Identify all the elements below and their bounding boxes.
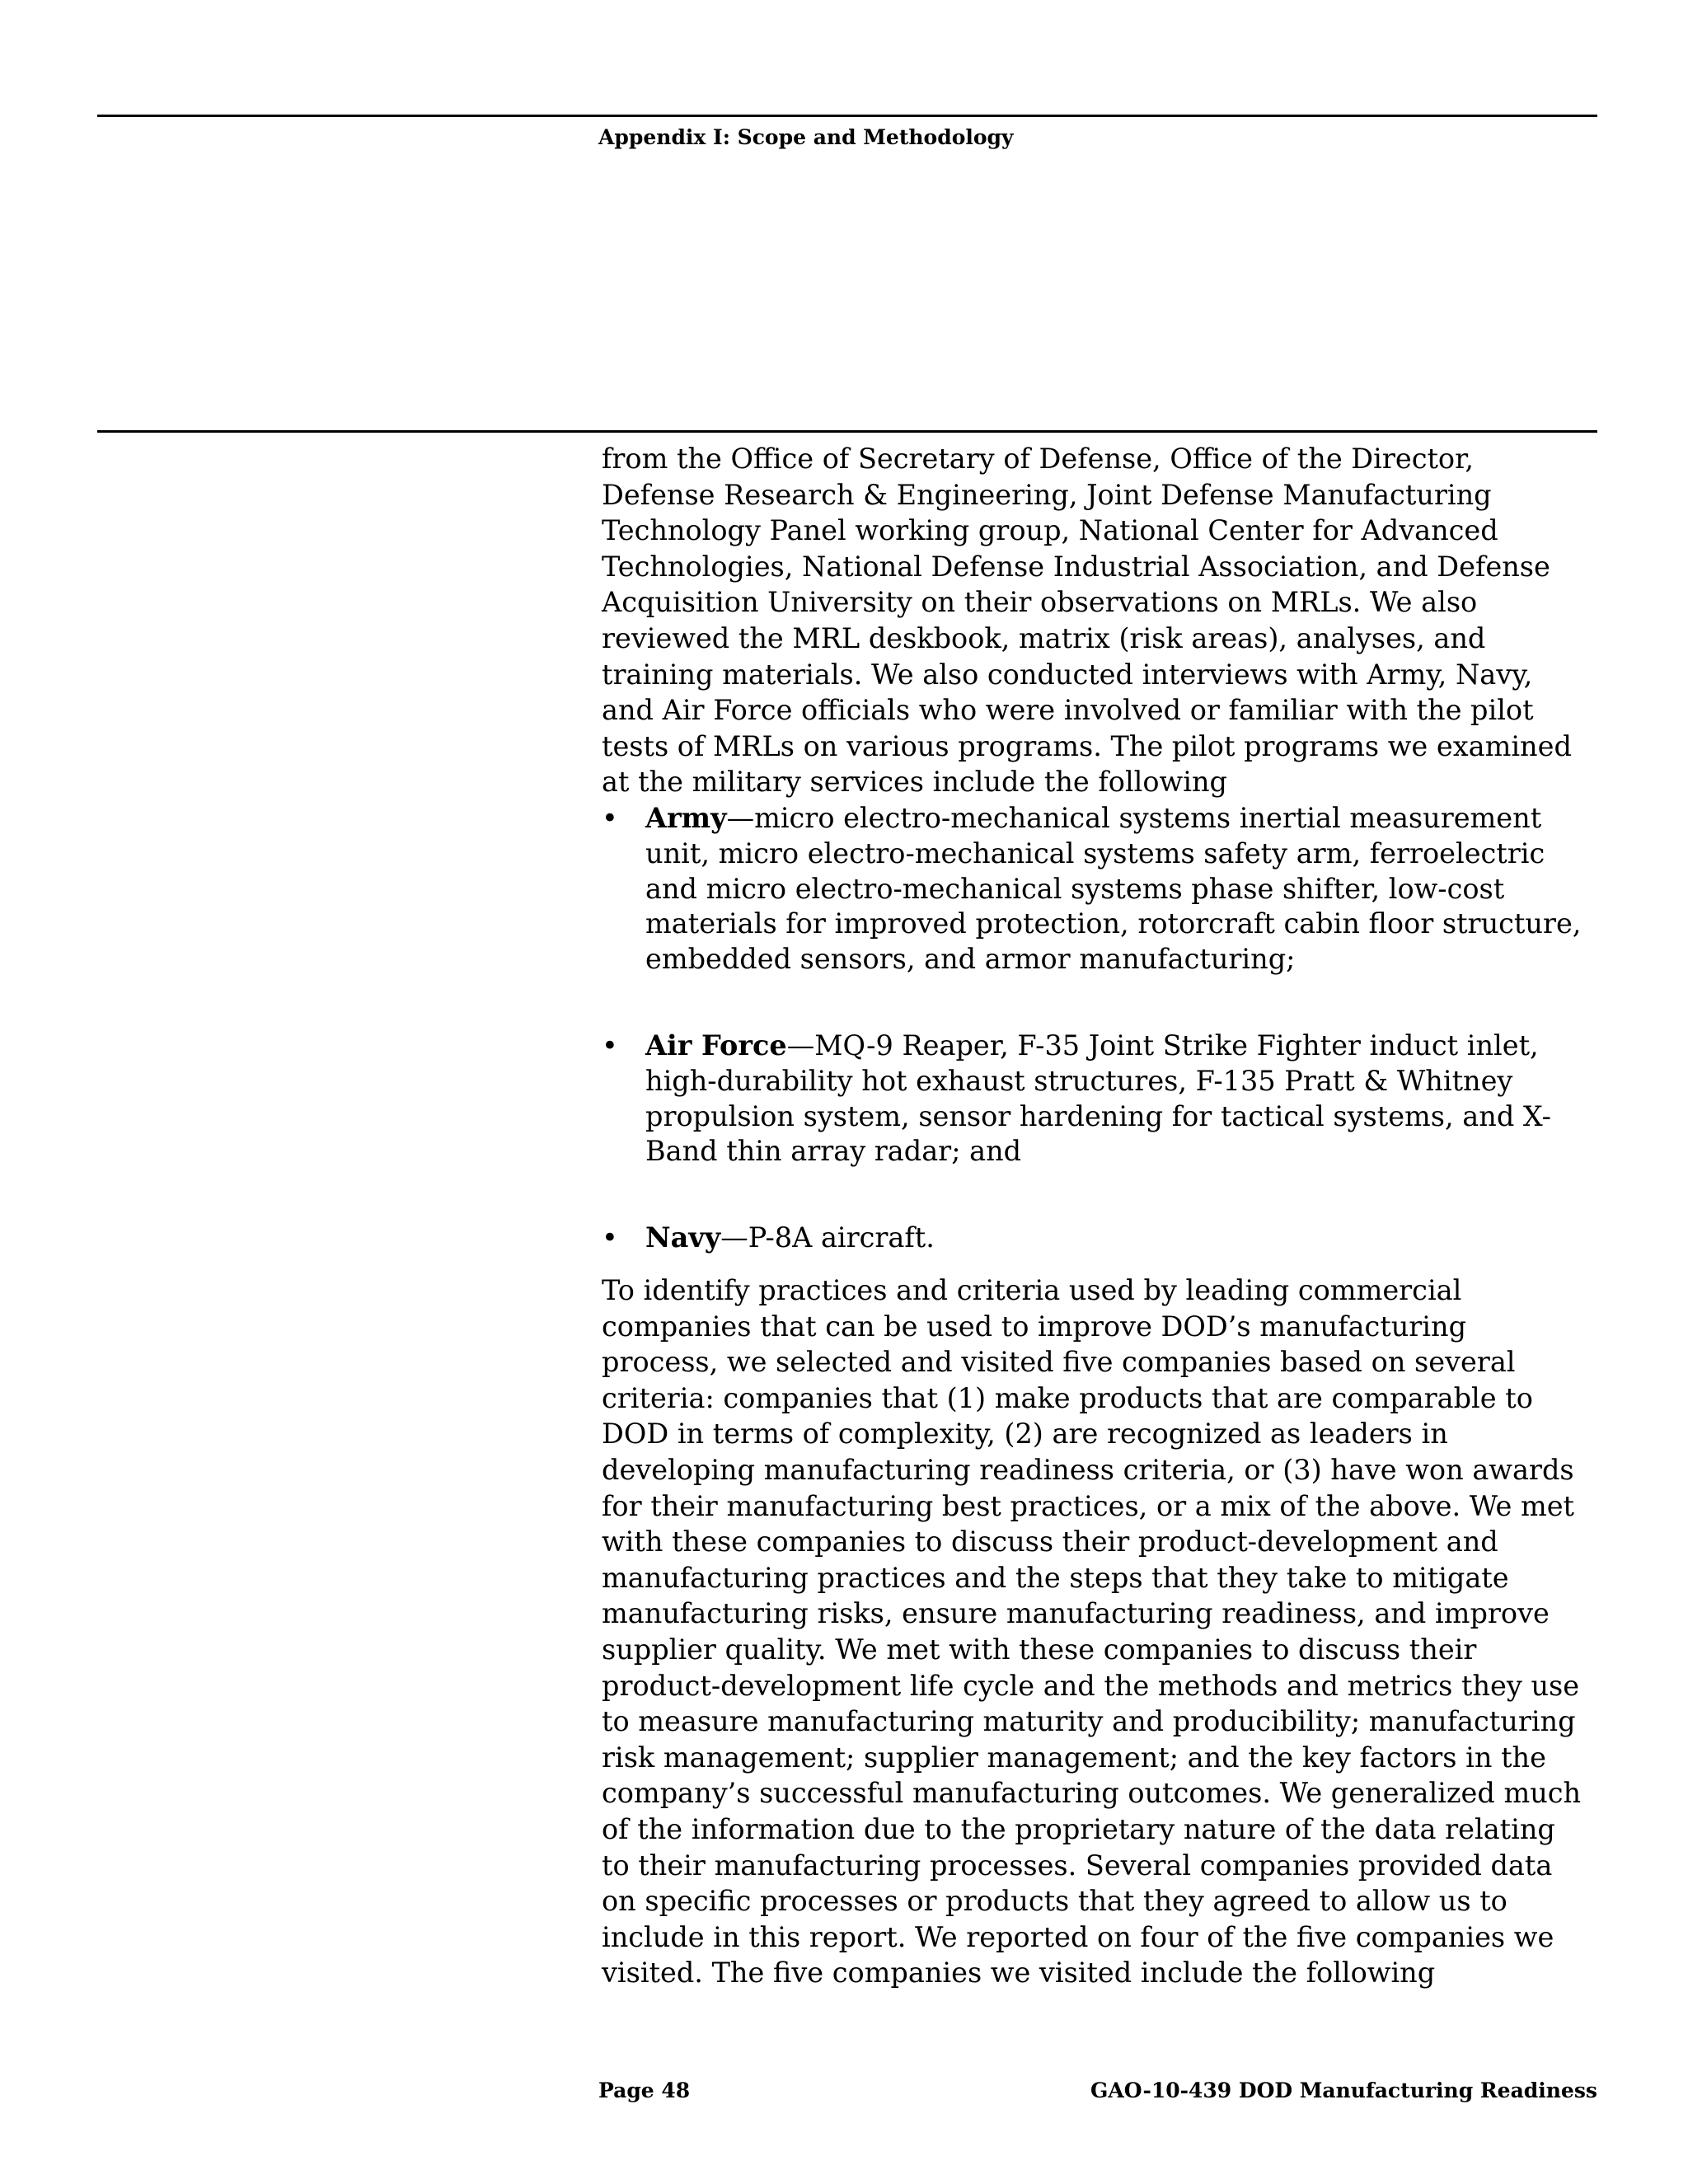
- report-title: GAO-10-439 DOD Manufacturing Readiness: [1090, 2079, 1597, 2102]
- bullet-dot: •: [602, 802, 618, 834]
- bullet-dot: •: [602, 1221, 618, 1254]
- list-item-army: [602, 801, 1591, 977]
- list-item-navy: [602, 1221, 1591, 1256]
- running-head: Appendix I: Scope and Methodology: [598, 125, 1014, 149]
- bullet-dot: •: [602, 1029, 618, 1062]
- list-item-term: Air Force: [645, 1029, 787, 1062]
- list-item-text: —P-8A aircraft.: [720, 1221, 935, 1254]
- list-item-text: —micro electro-mechanical systems inertial measurement unit, micro electro-mechanical systems safety arm, ferroelectric and micro electro-mechanical systems phase shifter, low-cost materials for improved protection, rotorcraft cabin floor structure, embedded sensors, and armor manufacturing;: [645, 802, 1582, 976]
- body-paragraph-2: To identify practices and criteria used by leading commercial companies that can be used to improve DOD’s manufacturing process, we selected and visited five companies based on several criteria: companies that (1) make products that are comparable to DOD in terms of complexity, (2) are recognized as leaders in developing manufacturing readiness criteria, or (3) have won awards for their manufacturing best practices, or a mix of the above. We met with these companies to discuss their product-development and manufacturing practices and the steps that they take to mitigate manufacturing risks, ensure manufacturing readiness, and improve supplier quality. We met with these companies to discuss their product-development life cycle and the methods and metrics they use to measure manufacturing maturity and producibility; manufacturing risk management; supplier management; and the key factors in the company’s successful manufacturing outcomes. We generalized much of the information due to the proprietary nature of the data relating to their manufacturing processes. Several companies provided data on specific processes or products that they agreed to allow us to include in this report. We reported on four of the five companies we visited. The five companies we visited include the following: [602, 1274, 1582, 1990]
- header-rule: [97, 115, 1597, 117]
- list-item-term: Navy: [645, 1221, 721, 1254]
- list-item-text: —MQ-9 Reaper, F-35 Joint Strike Fighter induct inlet, high-durability hot exhaust structures, F-135 Pratt & Whitney propulsion system, sensor hardening for tactical systems, and X-Band thin array radar; and: [645, 1029, 1551, 1168]
- page-number: Page 48: [598, 2079, 691, 2102]
- section-rule: [97, 430, 1597, 433]
- body-paragraph-1: from the Office of Secretary of Defense, Office of the Director, Defense Research & Engineering, Joint Defense Manufacturing Technology Panel working group, National Center for Advanced Technologies, National Defense Industrial Association, and Defense Acquisition University on their observations on MRLs. We also reviewed the MRL deskbook, matrix (risk areas), analyses, and training materials. We also conducted interviews with Army, Navy, and Air Force officials who were involved or familiar with the pilot tests of MRLs on various programs. The pilot programs we examined at the military services include the following: [602, 443, 1572, 799]
- list-item-air-force: [602, 1029, 1591, 1169]
- list-item-term: Army: [645, 802, 727, 834]
